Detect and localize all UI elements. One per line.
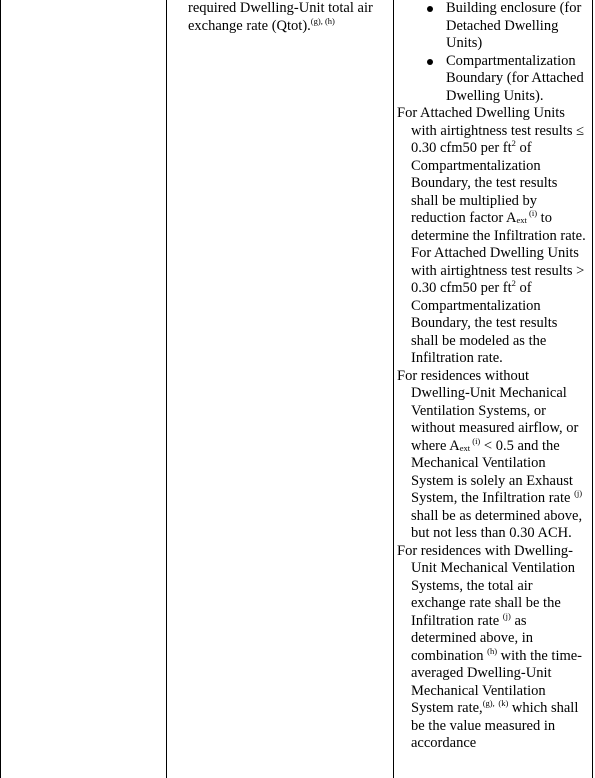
requirement-line-1: required Dwelling-Unit total air: [188, 0, 373, 16]
footnote-ref-g: (g),: [482, 698, 495, 709]
table-border-right: [592, 0, 593, 778]
para2-text-1: For residences without Dwelling-Unit Mechanical Ventilation Systems, or without measured airflow, or where A: [397, 367, 579, 454]
para1-text-4: of Compartmentalization Boundary, the test results shall be modeled as the Infiltration rate.: [411, 280, 558, 366]
footnote-ref-h: (h): [487, 645, 498, 656]
footnote-ref-j: (j): [574, 488, 583, 499]
para2-text-3: shall be as determined above, but not less than 0.30 ACH.: [411, 507, 583, 541]
aext-subscript: ext: [459, 442, 471, 453]
no-ventilation-paragraph: [397, 368, 587, 543]
bullet-compartmentalization-boundary: Compartmentalization Boundary (for Attached Dwelling Units).: [397, 53, 587, 106]
table-border-col1: [166, 0, 167, 778]
para3-text-3: with the time-averaged Dwelling-Unit Mechanical Ventilation System rate,: [411, 647, 583, 716]
table-border-col2: [393, 0, 394, 778]
requirement-cell: [188, 0, 388, 35]
para3-text-2: as determined above, in combination: [411, 612, 533, 664]
ft-squared-superscript: 2: [511, 278, 516, 289]
requirement-footnote-refs: (g), (h): [310, 15, 335, 26]
footnote-ref-i: (i): [470, 435, 481, 446]
requirement-line-2-text: exchange rate (Qtot).: [188, 17, 311, 34]
footnote-ref-k: (k): [498, 698, 509, 709]
footnote-ref-i: (i): [526, 208, 538, 219]
para1-text-1: For Attached Dwelling Units with airtightness test results ≤ 0.30 cfm50 per ft: [397, 105, 585, 156]
para3-text-5: which shall be the value measured in accordance: [411, 700, 579, 751]
para3-text-1: For residences with Dwelling-Unit Mechanical Ventilation Systems, the total air exchange rate shall be the Infiltration rate: [397, 542, 576, 629]
enclosure-bullet-list: [397, 0, 587, 105]
aext-subscript: ext: [516, 215, 527, 225]
test-method-cell: [397, 0, 587, 753]
para1-text-3: to determine the Infiltration rate. For Attached Dwelling Units with airtightness test results > 0.30 cfm50 per ft: [411, 210, 586, 296]
attached-units-paragraph: [397, 105, 587, 368]
para2-text-2: < 0.5 and the Mechanical Ventilation System is solely an Exhaust System, the Infiltration rate: [411, 437, 575, 506]
table-border-left: [0, 0, 1, 778]
with-ventilation-paragraph: [397, 543, 587, 753]
ft-squared-superscript: 2: [511, 138, 516, 149]
bullet-building-enclosure: Building enclosure (for Detached Dwelling Units): [397, 0, 587, 53]
footnote-ref-j: (j): [502, 610, 511, 621]
para1-text-2: of Compartmentalization Boundary, the test results shall be multiplied by reduction factor A: [411, 140, 558, 226]
requirement-line-2: [188, 15, 388, 36]
